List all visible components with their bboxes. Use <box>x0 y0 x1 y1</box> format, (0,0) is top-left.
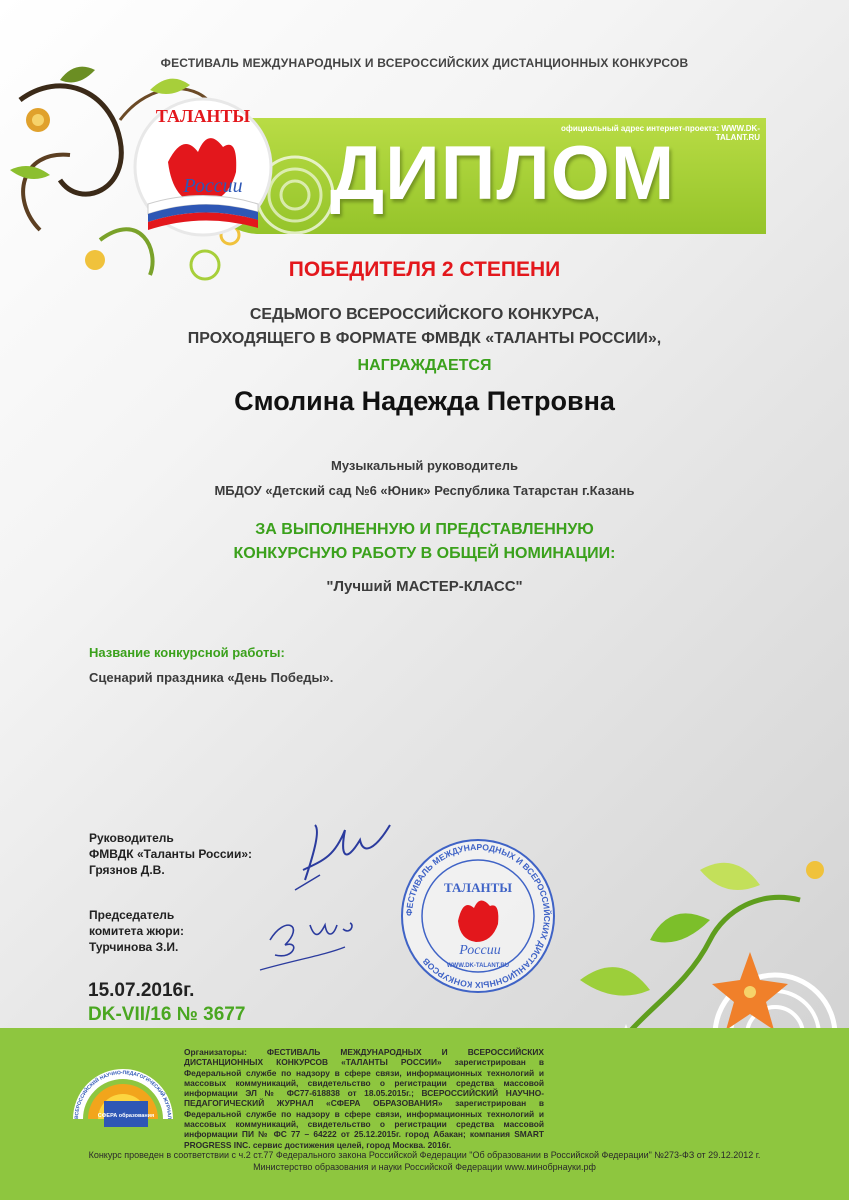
legal-footer <box>0 1149 849 1173</box>
recipient-name: Смолина Надежда Петровна <box>234 386 615 416</box>
stamp-bottom-word: России <box>459 943 501 958</box>
logo-top-word: ТАЛАНТЫ <box>155 106 251 126</box>
logo-bottom-word: России <box>183 175 243 197</box>
head-role-line-1: Руководитель <box>89 831 174 845</box>
jury-role-line-1: Председатель <box>89 908 175 922</box>
stamp-ring-text: ФЕСТИВАЛЬ МЕЖДУНАРОДНЫХ И ВСЕРОССИЙСКИХ ДИСТАНЦИОННЫХ КОНКУРСОВ <box>403 841 553 991</box>
head-signature <box>285 810 395 900</box>
diploma-number: DK-VII/16 № 3677 <box>88 1004 246 1025</box>
head-role-line-2: ФМВДК «Таланты России»: <box>89 847 252 861</box>
nomination: "Лучший МАСТЕР-КЛАСС" <box>326 578 523 595</box>
for-line-1: ЗА ВЫПОЛНЕННУЮ И ПРЕДСТАВЛЕННУЮ <box>255 521 594 538</box>
sfera-obrazovaniya-logo <box>64 1045 182 1145</box>
contest-line-2: ПРОХОДЯЩЕГО В ФОРМАТЕ ФМВДК «ТАЛАНТЫ РОССИИ», <box>187 330 662 347</box>
bottom-logo-ring-text: ВСЕРОССИЙСКИЙ НАУЧНО-ПЕДАГОГИЧЕСКИЙ ЖУРНАЛ <box>73 1069 173 1120</box>
legal-line-1: Конкурс проведен в соответствии с ч.2 ст.77 Федерального закона Российской Федерации "Об образовании в Российской Федерации" №273-ФЗ от 29.12.2012 г. <box>88 1150 761 1160</box>
jury-signature <box>255 895 375 975</box>
award-degree: ПОБЕДИТЕЛЯ 2 СТЕПЕНИ <box>288 258 561 281</box>
contest-line-1: СЕДЬМОГО ВСЕРОССИЙСКОГО КОНКУРСА, <box>249 306 600 323</box>
festival-line: ФЕСТИВАЛЬ МЕЖДУНАРОДНЫХ И ВСЕРОССИЙСКИХ ДИСТАНЦИОННЫХ КОНКУРСОВ <box>160 56 689 70</box>
awarded-label: НАГРАЖДАЕТСЯ <box>357 357 492 374</box>
work-title-value: Сценарий праздника «День Победы». <box>89 670 334 685</box>
recipient-position: Музыкальный руководитель <box>331 458 518 473</box>
head-name: Грязнов Д.В. <box>89 863 165 877</box>
for-line-2: КОНКУРСНУЮ РАБОТУ В ОБЩЕЙ НОМИНАЦИИ: <box>233 545 616 562</box>
head-signature-block <box>89 830 252 878</box>
jury-name: Турчинова З.И. <box>89 940 179 954</box>
recipient-organization: МБДОУ «Детский сад №6 «Юник» Республика Татарстан г.Казань <box>214 483 635 498</box>
talanty-rossii-logo <box>128 92 278 242</box>
stamp-site: WWW.DK-TALANT.RU <box>446 963 510 969</box>
legal-line-2: Министерство образования и науки Российской Федерации www.минобрнауки.рф <box>253 1162 596 1172</box>
festival-stamp <box>398 836 558 996</box>
site-address: официальный адрес интернет-проекта: WWW.DK-TALANT.RU <box>560 124 760 142</box>
issue-date: 15.07.2016г. <box>88 980 195 1001</box>
jury-signature-block <box>89 907 184 955</box>
work-title-label: Название конкурсной работы: <box>89 645 285 660</box>
diploma-title: ДИПЛОМ <box>330 131 676 216</box>
jury-role-line-2: комитета жюри: <box>89 924 185 938</box>
bottom-logo-label: СФЕРА образования <box>97 1113 155 1119</box>
organizers-text: Организаторы: ФЕСТИВАЛЬ МЕЖДУНАРОДНЫХ И ВСЕРОССИЙСКИХ ДИСТАНЦИОННЫХ КОНКУРСОВ «ТАЛАНТЫ РОССИИ» зарегистрирован в Федеральной службе по надзору в сфере связи, информационных технологий и массовых коммуникаций, свидетельство о регистрации средства массовой информации ЭЛ № ФС77-618838 от 18.05.2015г.; ВСЕРОССИЙСКИЙ НАУЧНО-ПЕДАГОГИЧЕСКИЙ ЖУРНАЛ «СФЕРА ОБРАЗОВАНИЯ» зарегистрирован в Федеральной службе по надзору в сфере связи, информационных технологий и массовых коммуникаций, свидетельство о регистрации средства массовой информации ПИ № ФС 77 – 64222 от 25.12.2015г. город Абакан; компания SMART PROGRESS INC. сервис достижения целей, город Москва. 2016г. <box>184 1047 544 1150</box>
stamp-top-word: ТАЛАНТЫ <box>443 880 513 895</box>
